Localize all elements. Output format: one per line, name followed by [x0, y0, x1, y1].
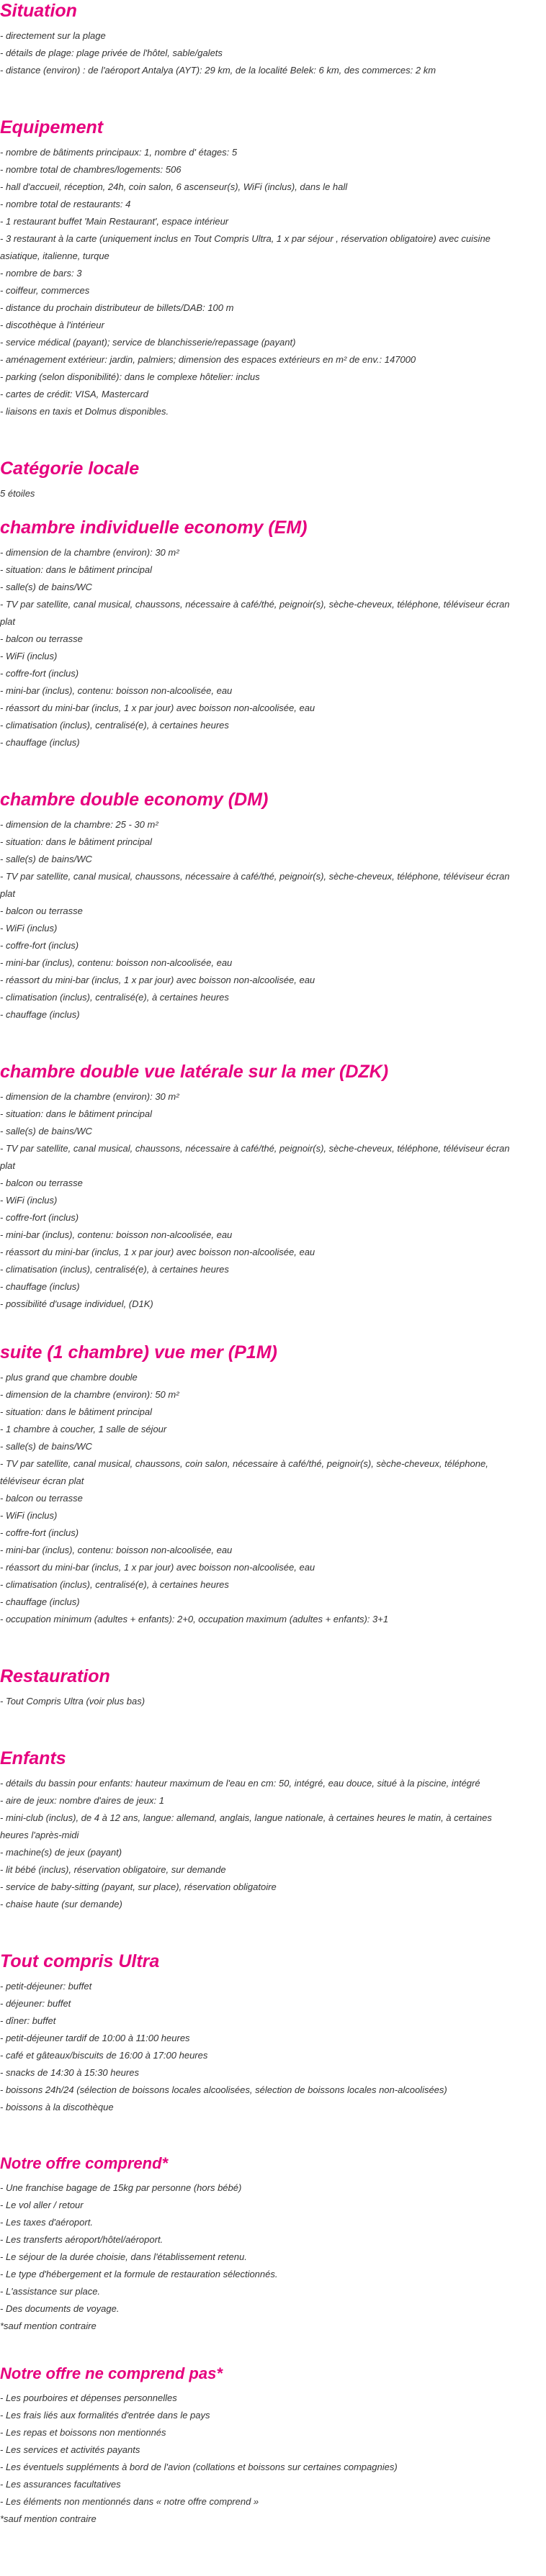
text-line: - TV par satellite, canal musical, chaussons, coin salon, nécessaire à café/thé, peignoir(s), sèche-cheveux, téléphone, — [0, 1458, 488, 1469]
text-line: - situation: dans le bâtiment principal — [0, 836, 153, 847]
text-line: - salle(s) de bains/WC — [0, 582, 92, 592]
section-lines — [0, 1369, 546, 1628]
section-lines — [0, 816, 546, 1023]
text-line: - service de baby-sitting (payant, sur place), réservation obligatoire — [0, 1881, 277, 1892]
text-line: - petit-déjeuner tardif de 10:00 à 11:00 heures — [0, 2033, 190, 2043]
section-title: chambre individuelle economy (EM) — [0, 518, 308, 538]
text-line: - dimension de la chambre (environ): 30 m² — [0, 1091, 179, 1102]
text-line: - balcon ou terrasse — [0, 1493, 83, 1504]
section-lines — [0, 1088, 546, 1313]
section-spacer — [0, 502, 546, 517]
text-line: - aire de jeux: nombre d'aires de jeux: 1 — [0, 1795, 164, 1806]
text-line: - balcon ou terrasse — [0, 905, 83, 916]
text-line: - Les pourboires et dépenses personnelles — [0, 2392, 177, 2403]
text-line: - chaise haute (sur demande) — [0, 1899, 122, 1910]
section-title: Notre offre comprend* — [0, 2154, 169, 2172]
section-lines — [0, 27, 546, 79]
text-line: - réassort du mini-bar (inclus, 1 x par jour) avec boisson non-alcoolisée, eau — [0, 1562, 315, 1573]
text-line: - mini-club (inclus), de 4 à 12 ans, langue: allemand, anglais, langue nationale, à certaines heures le matin, à certaines — [0, 1812, 492, 1823]
text-line: - détails du bassin pour enfants: hauteur maximum de l'eau en cm: 50, intégré, eau douce, situé à la piscine, intégré — [0, 1778, 480, 1789]
text-line: - 3 restaurant à la carte (uniquement inclus en Tout Compris Ultra, 1 x par séjour , réservation obligatoire) avec cuisine — [0, 233, 491, 244]
text-line: - coffre-fort (inclus) — [0, 1212, 79, 1223]
text-line: - nombre de bâtiments principaux: 1, nombre d' étages: 5 — [0, 147, 238, 158]
text-line: - Les éventuels suppléments à bord de l'avion (collations et boissons sur certaines compagnies) — [0, 2462, 398, 2472]
section-spacer — [0, 2335, 546, 2364]
text-line: - machine(s) de jeux (payant) — [0, 1847, 122, 1858]
text-line: - distance du prochain distributeur de billets/DAB: 100 m — [0, 302, 234, 313]
text-line: - chauffage (inclus) — [0, 1009, 80, 1020]
text-line: heures l'après-midi — [0, 1830, 79, 1840]
section-lines — [0, 1978, 546, 2116]
section-title: Situation — [0, 1, 77, 21]
text-line: - Les frais liés aux formalités d'entrée dans le pays — [0, 2410, 210, 2421]
section-title: Catégorie locale — [0, 458, 140, 479]
section-spacer — [0, 2116, 546, 2154]
text-line: - Le vol aller / retour — [0, 2200, 84, 2210]
text-line: - Les assurances facultatives — [0, 2479, 121, 2490]
text-line: - directement sur la plage — [0, 30, 106, 41]
section-title: Tout compris Ultra — [0, 1951, 160, 1971]
text-line: - TV par satellite, canal musical, chaussons, nécessaire à café/thé, peignoir(s), sèche-cheveux, téléphone, téléviseur écran — [0, 871, 510, 882]
text-line: - salle(s) de bains/WC — [0, 1441, 92, 1452]
text-line: - mini-bar (inclus), contenu: boisson non-alcoolisée, eau — [0, 685, 233, 696]
section-spacer — [0, 1023, 546, 1061]
text-line: - Les éléments non mentionnés dans « notre offre comprend » — [0, 2496, 259, 2507]
section — [0, 0, 546, 117]
text-line: asiatique, italienne, turque — [0, 250, 109, 261]
section-lines — [0, 1775, 546, 1913]
text-line: - snacks de 14:30 à 15:30 heures — [0, 2067, 139, 2078]
text-line: - salle(s) de bains/WC — [0, 854, 92, 864]
text-line: - climatisation (inclus), centralisé(e), à certaines heures — [0, 1579, 229, 1590]
text-line: - discothèque à l'intérieur — [0, 320, 104, 330]
text-line: - café et gâteaux/biscuits de 16:00 à 17:00 heures — [0, 2050, 208, 2061]
section-lines — [0, 144, 546, 420]
text-line: - coffre-fort (inclus) — [0, 668, 79, 679]
text-line: - Le séjour de la durée choisie, dans l'établissement retenu. — [0, 2251, 247, 2262]
section — [0, 789, 546, 1061]
text-line: - Le type d'hébergement et la formule de restauration sélectionnés. — [0, 2269, 278, 2279]
text-line: téléviseur écran plat — [0, 1475, 84, 1486]
section-title: Restauration — [0, 1666, 110, 1686]
section-spacer — [0, 1313, 546, 1342]
text-line: - parking (selon disponibilité): dans le complexe hôtelier: inclus — [0, 371, 260, 382]
text-line: - WiFi (inclus) — [0, 1510, 58, 1521]
text-line: - climatisation (inclus), centralisé(e), à certaines heures — [0, 720, 229, 731]
text-line: - Les transferts aéroport/hôtel/aéroport. — [0, 2234, 164, 2245]
text-line: - dimension de la chambre: 25 - 30 m² — [0, 819, 158, 830]
text-line: - 1 chambre à coucher, 1 salle de séjour — [0, 1424, 167, 1434]
text-line: - chauffage (inclus) — [0, 1596, 80, 1607]
text-line: - situation: dans le bâtiment principal — [0, 1108, 153, 1119]
text-line: - 1 restaurant buffet 'Main Restaurant', espace intérieur — [0, 216, 229, 227]
text-line: plat — [0, 1160, 15, 1171]
text-line: - Les services et activités payants — [0, 2444, 140, 2455]
text-line: - balcon ou terrasse — [0, 1178, 83, 1188]
text-line: - WiFi (inclus) — [0, 923, 58, 934]
section — [0, 517, 546, 789]
text-line: - réassort du mini-bar (inclus, 1 x par jour) avec boisson non-alcoolisée, eau — [0, 702, 315, 713]
text-line: - dimension de la chambre (environ): 30 m² — [0, 547, 179, 558]
section-spacer — [0, 1710, 546, 1748]
text-line: - climatisation (inclus), centralisé(e), à certaines heures — [0, 1264, 229, 1275]
section-title: chambre double economy (DM) — [0, 790, 269, 810]
text-line: - nombre total de chambres/logements: 506 — [0, 164, 182, 175]
text-line: - mini-bar (inclus), contenu: boisson non-alcoolisée, eau — [0, 1229, 233, 1240]
text-line: plat — [0, 888, 15, 899]
section — [0, 2364, 546, 2528]
text-line: 5 étoiles — [0, 488, 35, 499]
text-line: *sauf mention contraire — [0, 2513, 97, 2524]
text-line: - Les repas et boissons non mentionnés — [0, 2427, 166, 2438]
text-line: - dîner: buffet — [0, 2015, 56, 2026]
text-line: - petit-déjeuner: buffet — [0, 1981, 92, 1992]
section-spacer — [0, 79, 546, 117]
section — [0, 458, 546, 517]
text-line: - plus grand que chambre double — [0, 1372, 138, 1383]
section-title: Notre offre ne comprend pas* — [0, 2364, 223, 2382]
section-title: Equipement — [0, 117, 104, 137]
section — [0, 1951, 546, 2154]
text-line: - mini-bar (inclus), contenu: boisson non-alcoolisée, eau — [0, 957, 233, 968]
section-title: chambre double vue latérale sur la mer (DZK) — [0, 1062, 389, 1082]
text-line: - TV par satellite, canal musical, chaussons, nécessaire à café/thé, peignoir(s), sèche-cheveux, téléphone, téléviseur écran — [0, 599, 510, 610]
text-line: - détails de plage: plage privée de l'hôtel, sable/galets — [0, 48, 223, 58]
text-line: - situation: dans le bâtiment principal — [0, 564, 153, 575]
section — [0, 1061, 546, 1342]
section — [0, 2154, 546, 2364]
text-line: - climatisation (inclus), centralisé(e), à certaines heures — [0, 992, 229, 1003]
text-line: - liaisons en taxis et Dolmus disponibles. — [0, 406, 169, 417]
text-line: - nombre total de restaurants: 4 — [0, 199, 131, 209]
text-line: - service médical (payant); service de blanchisserie/repassage (payant) — [0, 337, 296, 348]
text-line: - cartes de crédit: VISA, Mastercard — [0, 389, 148, 399]
text-line: - Les taxes d'aéroport. — [0, 2217, 93, 2228]
text-line: - distance (environ) : de l'aéroport Antalya (AYT): 29 km, de la localité Belek: 6 km, des commerces: 2 km — [0, 65, 437, 76]
section — [0, 1666, 546, 1748]
section — [0, 1342, 546, 1666]
section — [0, 1748, 546, 1951]
section-title: Enfants — [0, 1748, 66, 1768]
text-line: - boissons 24h/24 (sélection de boissons locales alcoolisées, sélection de boissons locales non-alcoolisées) — [0, 2084, 447, 2095]
text-line: - salle(s) de bains/WC — [0, 1126, 92, 1136]
text-line: - balcon ou terrasse — [0, 633, 83, 644]
text-line: - nombre de bars: 3 — [0, 268, 82, 279]
text-line: - WiFi (inclus) — [0, 651, 58, 661]
section-title: suite (1 chambre) vue mer (P1M) — [0, 1342, 277, 1362]
text-line: - chauffage (inclus) — [0, 737, 80, 748]
section-spacer — [0, 420, 546, 458]
section-lines — [0, 485, 546, 502]
text-line: - occupation minimum (adultes + enfants): 2+0, occupation maximum (adultes + enfants): 3+1 — [0, 1614, 389, 1624]
section-lines — [0, 1693, 546, 1710]
text-line: - Une franchise bagage de 15kg par personne (hors bébé) — [0, 2182, 242, 2193]
section — [0, 117, 546, 458]
text-line: - Des documents de voyage. — [0, 2303, 120, 2314]
text-line: - TV par satellite, canal musical, chaussons, nécessaire à café/thé, peignoir(s), sèche-cheveux, téléphone, téléviseur écran — [0, 1143, 510, 1154]
text-line: - Tout Compris Ultra (voir plus bas) — [0, 1696, 146, 1707]
section-spacer — [0, 1913, 546, 1951]
text-line: - boissons à la discothèque — [0, 2102, 114, 2112]
text-line: - situation: dans le bâtiment principal — [0, 1406, 153, 1417]
text-line: - réassort du mini-bar (inclus, 1 x par jour) avec boisson non-alcoolisée, eau — [0, 975, 315, 985]
section-lines — [0, 2390, 546, 2528]
text-line: - coiffeur, commerces — [0, 285, 90, 296]
text-line: - coffre-fort (inclus) — [0, 1527, 79, 1538]
text-line: - déjeuner: buffet — [0, 1998, 71, 2009]
text-line: - lit bébé (inclus), réservation obligatoire, sur demande — [0, 1864, 226, 1875]
text-line: - réassort du mini-bar (inclus, 1 x par jour) avec boisson non-alcoolisée, eau — [0, 1247, 315, 1257]
section-lines — [0, 544, 546, 751]
text-line: - chauffage (inclus) — [0, 1281, 80, 1292]
text-line: plat — [0, 616, 15, 627]
text-line: - mini-bar (inclus), contenu: boisson non-alcoolisée, eau — [0, 1545, 233, 1555]
text-line: *sauf mention contraire — [0, 2320, 97, 2331]
text-line: - WiFi (inclus) — [0, 1195, 58, 1206]
text-line: - possibilité d'usage individuel, (D1K) — [0, 1298, 153, 1309]
text-line: - L'assistance sur place. — [0, 2286, 101, 2297]
text-line: - dimension de la chambre (environ): 50 m² — [0, 1389, 179, 1400]
text-line: - hall d'accueil, réception, 24h, coin salon, 6 ascenseur(s), WiFi (inclus), dans le hall — [0, 181, 348, 192]
text-line: - coffre-fort (inclus) — [0, 940, 79, 951]
section-spacer — [0, 1628, 546, 1666]
section-spacer — [0, 751, 546, 789]
text-line: - aménagement extérieur: jardin, palmiers; dimension des espaces extérieurs en m² de env.: 147000 — [0, 354, 416, 365]
section-lines — [0, 2179, 546, 2335]
